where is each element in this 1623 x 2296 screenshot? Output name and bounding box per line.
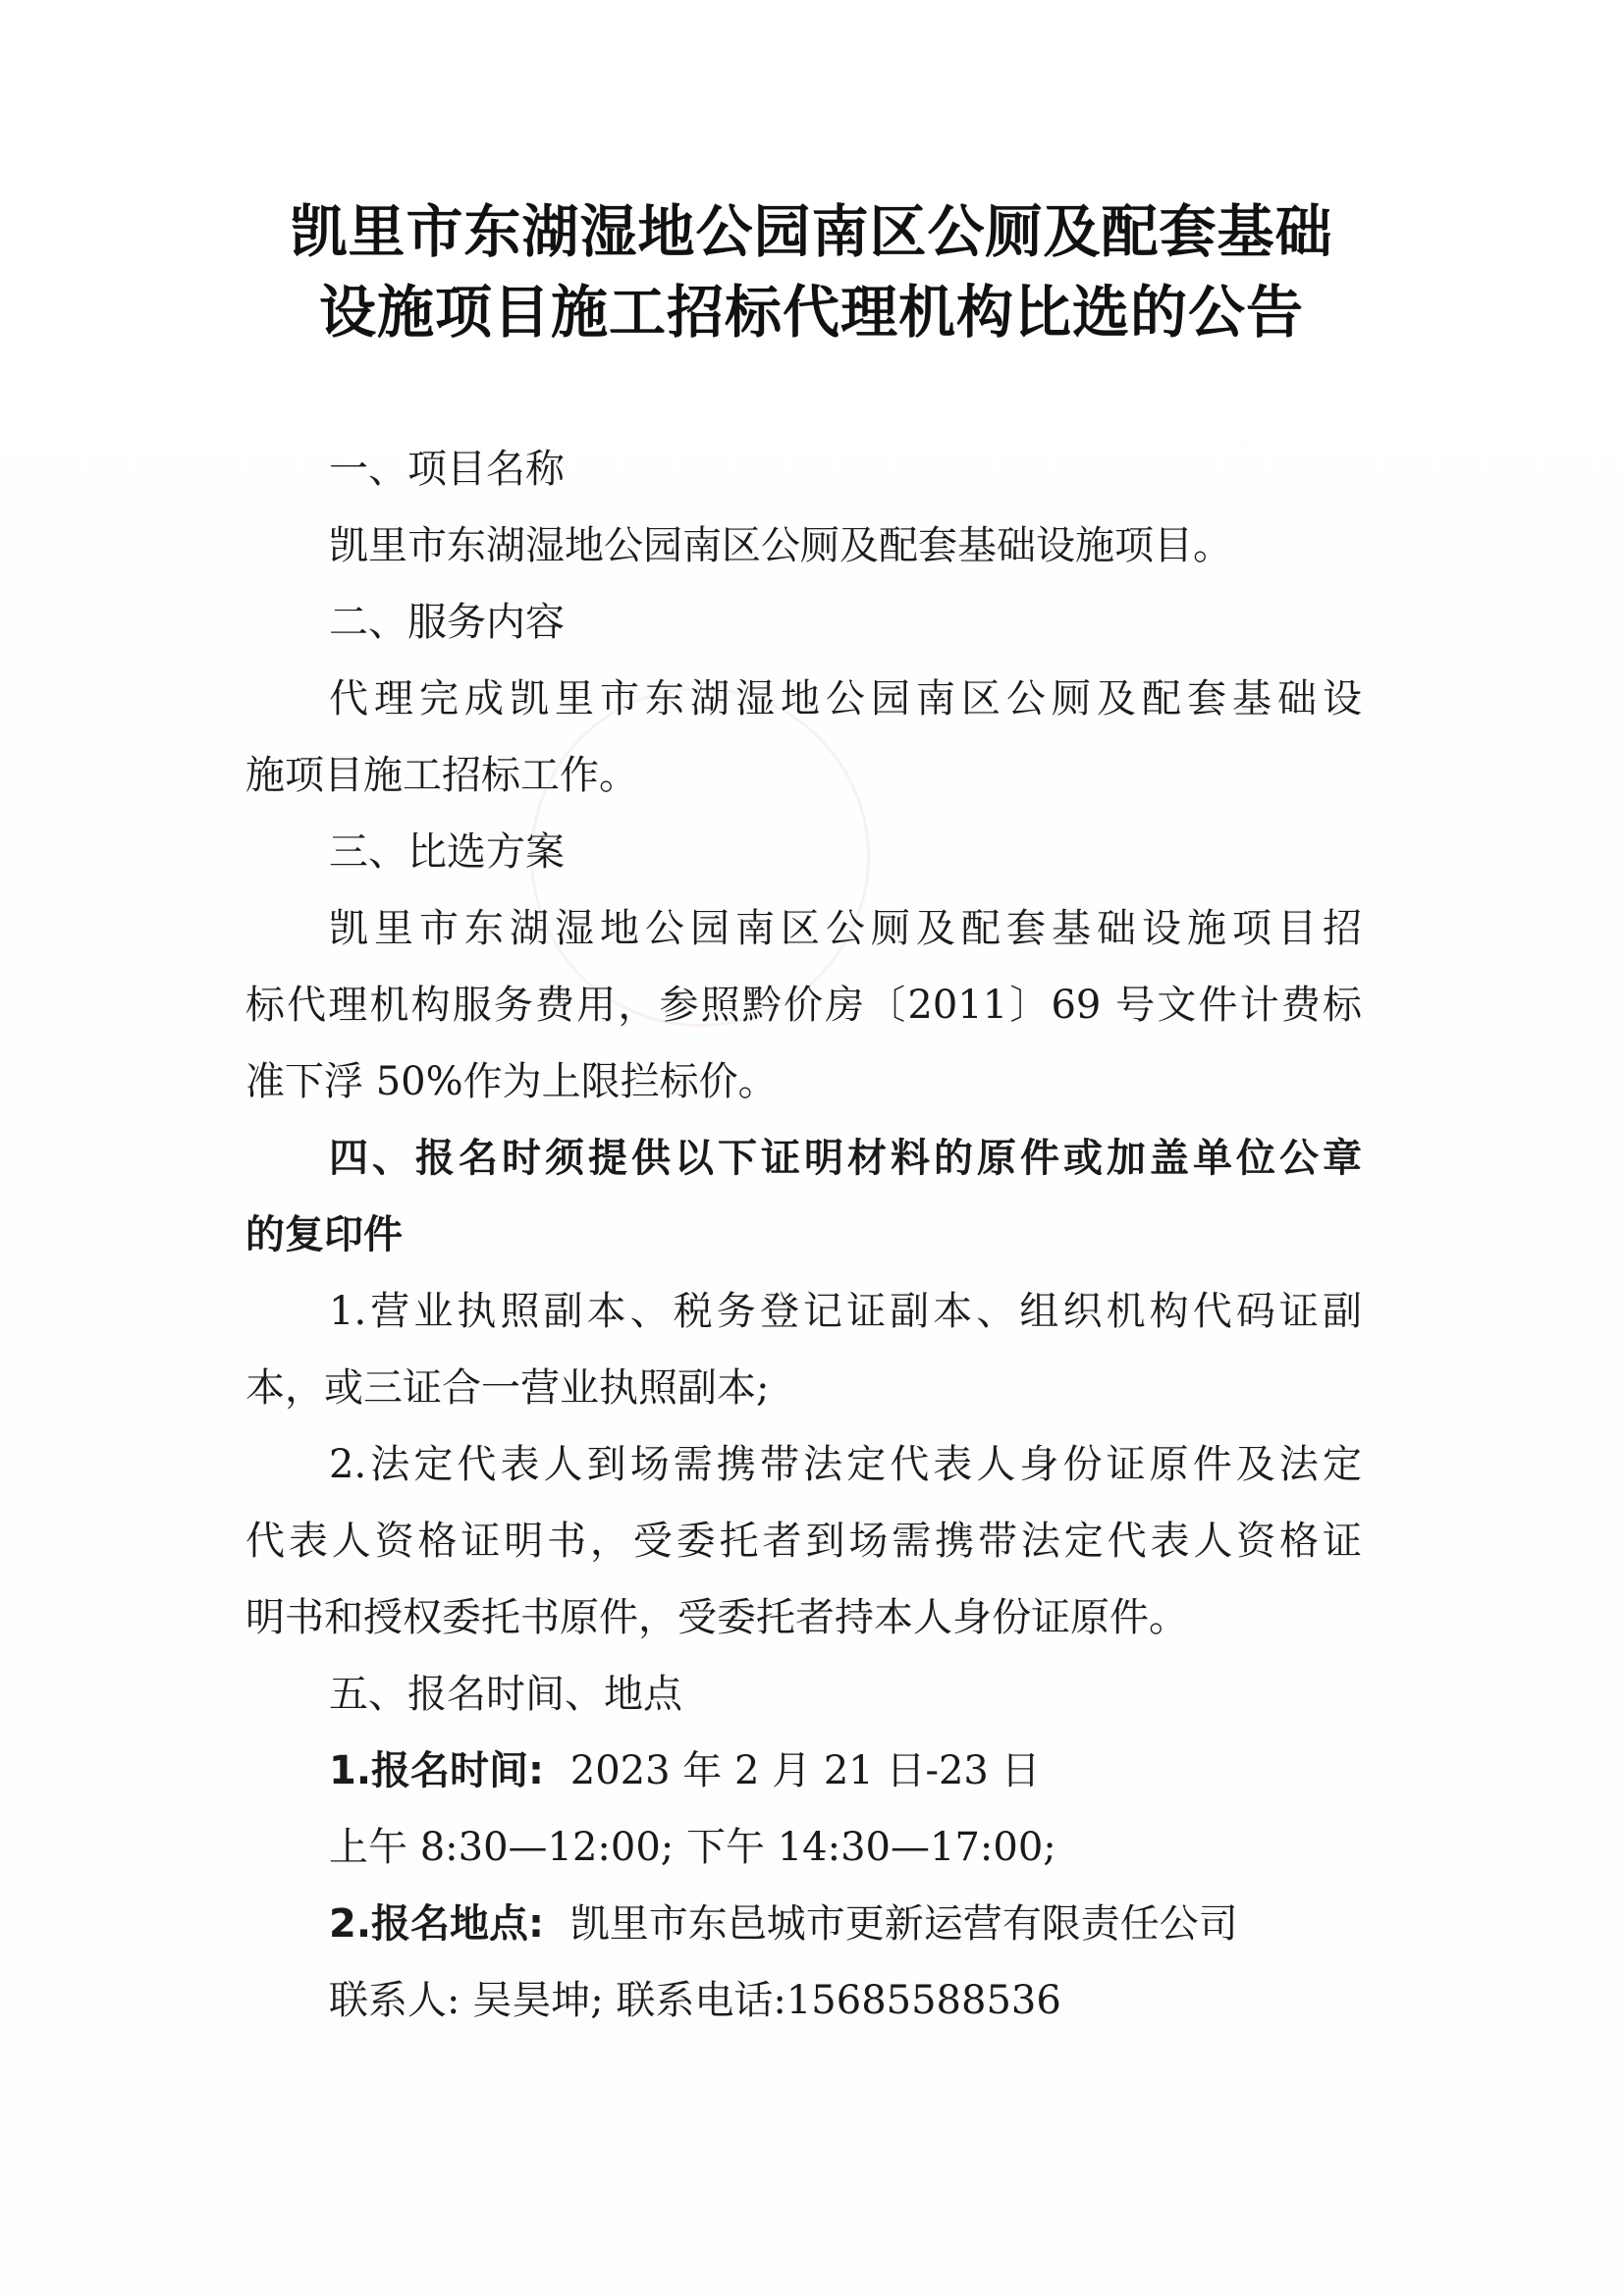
registration-time-label: 1.报名时间: bbox=[329, 1748, 545, 1793]
registration-time-value: 2023 年 2 月 21 日-23 日 bbox=[569, 1748, 1041, 1793]
registration-place-row bbox=[329, 1896, 1453, 1951]
registration-place-value: 凯里市东邑城市更新运营有限责任公司 bbox=[569, 1901, 1238, 1947]
section-2-heading: 二、服务内容 bbox=[329, 600, 565, 645]
section-1-text: 凯里市东湖湿地公园南区公厕及配套基础设施项目。 bbox=[329, 523, 1232, 568]
registration-time-row bbox=[329, 1743, 1453, 1798]
section-1-heading: 一、项目名称 bbox=[329, 447, 565, 492]
section-3-line-2: 标代理机构服务费用，参照黔价房〔2011〕69 号文件计费标 bbox=[245, 983, 1362, 1028]
section-2-line-2: 施项目施工招标工作。 bbox=[245, 753, 638, 798]
contact-info: 联系人: 吴昊坤; 联系电话:15685588536 bbox=[329, 1978, 1061, 2023]
registration-hours: 上午 8:30—12:00; 下午 14:30—17:00; bbox=[329, 1825, 1056, 1870]
document-title-line-2: 设施项目施工招标代理机构比选的公告 bbox=[318, 279, 1304, 346]
registration-place-label: 2.报名地点: bbox=[329, 1901, 545, 1947]
section-4-item-2-line-1: 2.法定代表人到场需携带法定代表人身份证原件及法定 bbox=[329, 1442, 1362, 1487]
section-4-item-1-line-2: 本，或三证合一营业执照副本; bbox=[245, 1365, 770, 1411]
section-3-line-3: 准下浮 50%作为上限拦标价。 bbox=[245, 1059, 778, 1104]
section-4-item-1-line-1: 1.营业执照副本、税务登记证副本、组织机构代码证副 bbox=[329, 1289, 1362, 1334]
section-3-line-1: 凯里市东湖湿地公园南区公厕及配套基础设施项目招 bbox=[329, 906, 1362, 951]
section-4-item-2-line-2: 代表人资格证明书，受委托者到场需携带法定代表人资格证 bbox=[245, 1519, 1362, 1564]
section-4-item-2-line-3: 明书和授权委托书原件，受委托者持本人身份证原件。 bbox=[245, 1595, 1188, 1640]
section-3-heading: 三、比选方案 bbox=[329, 829, 565, 875]
section-5-heading: 五、报名时间、地点 bbox=[329, 1672, 682, 1717]
section-4-heading-line-2: 的复印件 bbox=[245, 1212, 403, 1257]
document-title-line-1: 凯里市东湖湿地公园南区公厕及配套基础 bbox=[290, 198, 1333, 265]
section-2-line-1: 代理完成凯里市东湖湿地公园南区公厕及配套基础设 bbox=[329, 676, 1362, 721]
section-4-heading-line-1: 四、报名时须提供以下证明材料的原件或加盖单位公章 bbox=[329, 1136, 1362, 1181]
